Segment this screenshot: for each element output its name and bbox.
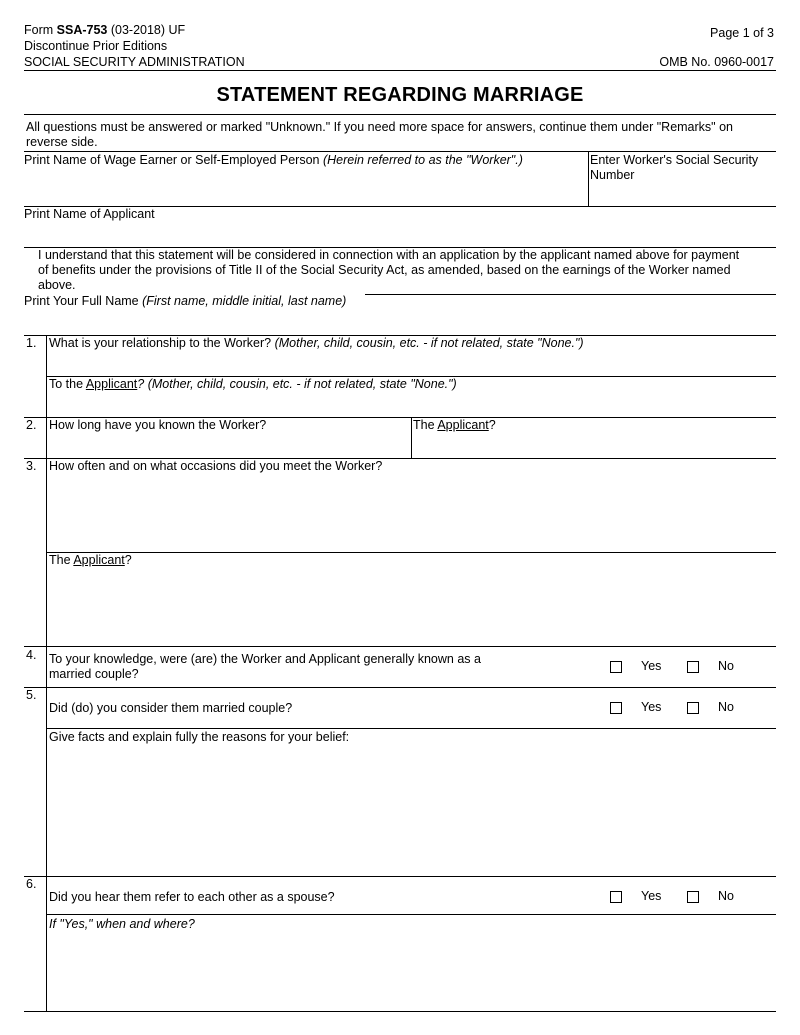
full-name-note: (First name, middle initial, last name) [142,294,347,308]
q5-no-checkbox[interactable] [687,702,699,714]
q3-rule [24,646,776,647]
ssn-field[interactable] [590,186,775,204]
q1-number: 1. [26,336,37,350]
q5-question: Did (do) you consider them married couple? [49,701,293,715]
page-title: STATEMENT REGARDING MARRIAGE [216,84,584,106]
q1-worker-answer[interactable] [48,352,774,374]
q2-number: 2. [26,418,37,432]
q6-mid-rule [47,914,776,915]
q2-divider [411,417,412,458]
page-bottom-rule [24,1011,776,1012]
worker-name-label [24,153,523,168]
q6-when-where-label [49,917,195,932]
q5-rule [24,876,776,877]
q5-number: 5. [26,688,37,702]
full-name-label [24,294,346,309]
understanding-statement: I understand that this statement will be considered in connection with an application by the applicant named above for payment of benefits under the provisions of Title II of the Social Security Act, as amended, based on the earnings of the Worker named above. [38,248,740,292]
q1-text: What is your relationship to the Worker? [49,336,275,350]
q3-applicant-link: Applicant [73,553,125,567]
q2-applicant-link: Applicant [437,418,489,432]
page-number: Page 1 of 3 [710,26,774,40]
q3-sub-prefix: The [49,553,74,567]
q3-applicant-answer[interactable] [48,570,774,644]
q6-yes-checkbox[interactable] [610,891,622,903]
q5-no-label: No [718,700,734,714]
question-column-rule [46,335,47,1011]
q4-yes-checkbox[interactable] [610,661,622,673]
omb-number: OMB No. 0960-0017 [659,55,774,69]
q6-no-checkbox[interactable] [687,891,699,903]
q6-when-where-answer[interactable] [48,934,774,1008]
applicant-name-label: Print Name of Applicant [24,207,155,221]
full-name-top-rule [365,294,776,295]
q1-sub-prefix: To the [49,377,86,391]
q4-no-checkbox[interactable] [687,661,699,673]
ssn-divider [588,151,589,206]
q2-sub-prefix: The [413,418,438,432]
q5-mid-rule [47,728,776,729]
worker-name-field[interactable] [24,170,584,204]
q1-question [49,336,584,351]
q4-number: 4. [26,648,37,662]
q5-explain-answer[interactable] [48,747,774,874]
q1-note: (Mother, child, cousin, etc. - if not related, state "None.") [274,336,584,350]
header-rule [24,70,776,71]
q4-rule [24,687,776,688]
q1-applicant-link: Applicant [85,377,138,391]
q4-yes-label: Yes [641,659,662,673]
q2-worker-answer[interactable] [48,434,408,456]
q3-question: How often and on what occasions did you meet the Worker? [49,459,383,473]
q4-no-label: No [718,659,734,673]
full-name-field[interactable] [24,311,774,333]
q2-question: How long have you known the Worker? [49,418,267,432]
agency-name: SOCIAL SECURITY ADMINISTRATION [24,55,245,69]
q6-question: Did you hear them refer to each other as a spouse? [49,890,335,904]
applicant-name-field[interactable] [24,224,774,246]
q1-applicant-question [49,377,457,392]
instructions: All questions must be answered or marked "Unknown." If you need more space for answers, continue them under "Remarks" on reverse side. [26,120,733,149]
discontinue-note: Discontinue Prior Editions [24,39,168,53]
title-rule [24,114,776,115]
q2-applicant-question [413,418,496,433]
ssn-label: Enter Worker's Social Security Number [590,153,759,182]
q6-yes-label: Yes [641,889,662,903]
instructions-rule [24,151,776,152]
q5-explain-label: Give facts and explain fully the reasons for your belief: [49,730,350,744]
full-name-label-text: Print Your Full Name [24,294,143,308]
q5-yes-label: Yes [641,700,662,714]
q1-sub-note: ? (Mother, child, cousin, etc. - if not related, state "None.") [137,377,457,391]
form-number [24,23,185,38]
q3-mid-rule [47,552,776,553]
q3-number: 3. [26,459,37,473]
form-prefix: Form [24,23,57,37]
worker-name-label-text: Print Name of Wage Earner or Self-Employed Person [24,153,323,167]
q1-applicant-answer[interactable] [48,393,774,415]
q3-worker-answer[interactable] [48,476,774,550]
form-suffix: (03-2018) UF [107,23,186,37]
q4-question: To your knowledge, were (are) the Worker and Applicant generally known as a married couple? [49,652,481,681]
form-code: SSA-753 [56,23,108,37]
q2-sub-suffix: ? [488,418,496,432]
q6-sub: If "Yes," when and where? [49,917,195,931]
worker-name-note: (Herein referred to as the "Worker".) [322,153,523,167]
q3-sub-suffix: ? [124,553,132,567]
q5-yes-checkbox[interactable] [610,702,622,714]
q6-no-label: No [718,889,734,903]
q6-number: 6. [26,877,37,891]
q3-applicant-question [49,553,132,568]
q2-applicant-answer[interactable] [413,434,774,456]
